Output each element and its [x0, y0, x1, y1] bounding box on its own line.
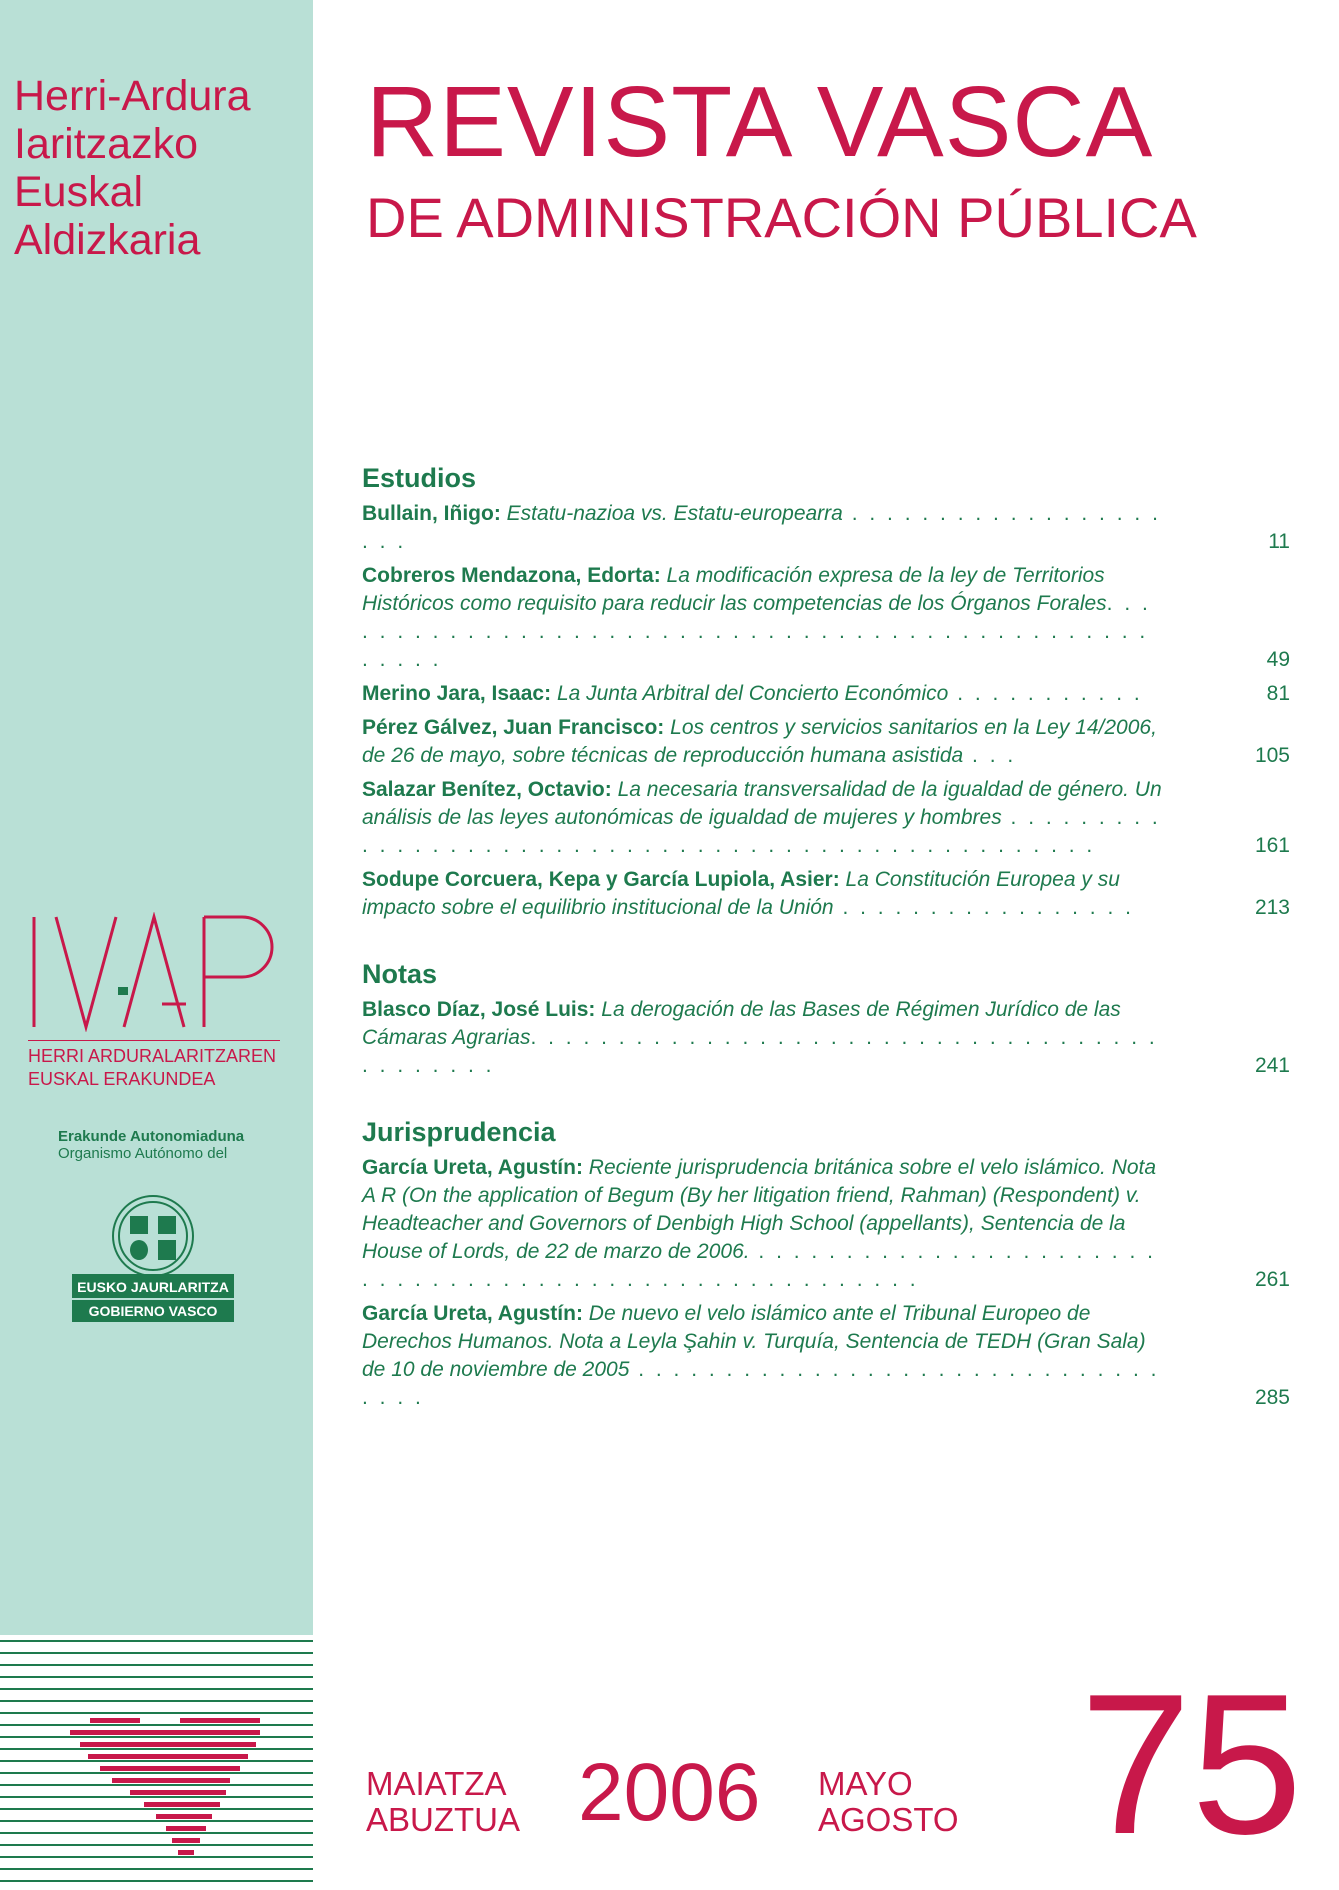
- entry-page: 261: [1254, 1268, 1290, 1291]
- dot-leader: . . . . . . . . . . . . . . . . .: [833, 896, 1134, 919]
- dot-leader: . . . . . . . . . . . . . . . . . . . . . . . . . . . . . . . . . . . . . . . . . . . .: [362, 1026, 1158, 1077]
- dot-leader: . . . . . . . . . . . . . . . . . . . . . . . . . . . . . . . . . . . . . . . . . . . . . . . . . . . . . . .: [362, 1240, 1156, 1291]
- gobierno-vasco-logo: [66, 1190, 240, 1326]
- basque-month-2: ABUZTUA: [366, 1801, 521, 1838]
- toc-entry[interactable]: [362, 562, 1290, 674]
- basque-month-1: MAIATZA: [366, 1765, 507, 1802]
- journal-title: REVISTA VASCA: [366, 66, 1154, 178]
- entry-title: Los centros y servicios sanitarios en la Ley 14/2006, de 26 de mayo, sobre técnicas de reproducción humana asistida: [362, 716, 1157, 767]
- section-heading-notas: Notas: [362, 959, 438, 989]
- spanish-month-2: AGOSTO: [818, 1801, 959, 1838]
- basque-title: [14, 72, 251, 264]
- dot-leader: . . . . . . . . . . . . . . . . . . . . . . . . . . . . . . . . . . . . . . . . . . . . . . . . . . . . .: [362, 592, 1151, 671]
- basque-title-line: Aldizkaria: [14, 216, 201, 264]
- entry-page: 161: [1254, 834, 1290, 857]
- issue-number: 75: [1080, 1653, 1303, 1876]
- entry-page: 213: [1254, 896, 1290, 919]
- toc-entry[interactable]: [362, 1154, 1290, 1294]
- dot-leader: . . . . . . . . . . .: [948, 682, 1143, 705]
- ivap-divider: [28, 1040, 280, 1041]
- basque-months: [366, 1766, 520, 1838]
- table-of-contents: [362, 462, 1290, 1412]
- org-line-eu: Erakunde Autonomiaduna: [58, 1128, 245, 1145]
- spanish-month-1: MAYO: [818, 1765, 913, 1802]
- entry-author: Merino Jara, Isaac:: [362, 682, 552, 705]
- toc-entry[interactable]: [362, 1300, 1290, 1412]
- toc-entry[interactable]: [362, 996, 1290, 1080]
- toc-entry[interactable]: [362, 776, 1290, 860]
- ivap-name: [28, 1045, 276, 1091]
- entry-page: 241: [1254, 1054, 1290, 1077]
- gov-logo-line2: GOBIERNO VASCO: [88, 1303, 218, 1319]
- basque-title-line: Iaritzazko: [14, 120, 199, 168]
- ivap-logo: [28, 912, 284, 1032]
- ivap-name-line2: EUSKAL ERAKUNDEA: [28, 1069, 216, 1089]
- entry-author: Pérez Gálvez, Juan Francisco:: [362, 716, 665, 739]
- dot-leader: . . . . . . . . . . . . . . . . . . . . . . . . . . . . . . . . . .: [362, 1358, 1160, 1409]
- issue-year: 2006: [578, 1747, 761, 1838]
- basque-title-line: Euskal: [14, 168, 144, 216]
- entry-author: Blasco Díaz, José Luis:: [362, 998, 596, 1021]
- entry-page: 105: [1254, 744, 1290, 767]
- entry-author: García Ureta, Agustín:: [362, 1156, 583, 1179]
- entry-page: 49: [1266, 648, 1290, 671]
- toc-entry[interactable]: [362, 714, 1290, 770]
- entry-title: De nuevo el velo islámico ante el Tribunal Europeo de Derechos Humanos. Nota a Leyla Şahin v. Turquía, Sentencia de TEDH (Gran Sala) de 10 de noviembre de 2005: [362, 1302, 1146, 1381]
- dot-leader: . . . . . . . . . . . . . . . . . . . . . . . . . . . . . . . . . . . . . . . . . . . . . . . . . . .: [362, 806, 1161, 857]
- section-heading-jurisprudencia: Jurisprudencia: [362, 1117, 556, 1147]
- org-line-es: Organismo Autónomo del: [58, 1145, 228, 1162]
- entry-author: Bullain, Iñigo:: [362, 502, 501, 525]
- ivap-name-line1: HERRI ARDURALARITZAREN: [28, 1046, 277, 1066]
- journal-subtitle: DE ADMINISTRACIÓN PÚBLICA: [366, 186, 1197, 249]
- toc-entry[interactable]: [362, 680, 1290, 708]
- entry-page: 285: [1254, 1386, 1290, 1409]
- entry-title: Reciente jurisprudencia británica sobre el velo islámico. Nota A R (On the application of Begum (By her litigation friend, Rahman) (Respondent) v. Headteacher and Governors of Denbigh High School (appellants), Sentencia de la House of Lords, de 22 de marzo de 2006.: [362, 1156, 1157, 1263]
- entry-title: Estatu-nazioa vs. Estatu-europearra: [506, 502, 843, 525]
- spanish-months: [818, 1766, 959, 1838]
- dot-leader: . . . . . . . . . . . . . . . . . . . . .: [362, 502, 1161, 553]
- entry-title: La Constitución Europea y su impacto sobre el equilibrio institucional de la Unión: [362, 868, 1120, 919]
- toc-entry[interactable]: [362, 866, 1290, 922]
- entry-author: García Ureta, Agustín:: [362, 1302, 583, 1325]
- entry-title: La modificación expresa de la ley de Territorios Históricos como requisito para reducir las competencias de los Órganos Forales: [362, 564, 1107, 615]
- ivap-logo-text: IVAP: [28, 912, 31, 913]
- basque-country-map: [60, 1710, 270, 1880]
- section-heading-estudios: Estudios: [362, 463, 477, 493]
- entry-title: La derogación de las Bases de Régimen Jurídico de las Cámaras Agrarias: [362, 998, 1121, 1049]
- entry-page: 11: [1268, 530, 1290, 553]
- toc-entry[interactable]: [362, 500, 1290, 556]
- entry-author: Salazar Benítez, Octavio:: [362, 778, 612, 801]
- entry-author: Cobreros Mendazona, Edorta:: [362, 564, 661, 587]
- entry-title: La necesaria transversalidad de la igualdad de género. Un análisis de las leyes autonómicas de igualdad de mujeres y hombres: [362, 778, 1162, 829]
- entry-page: 81: [1266, 682, 1290, 705]
- basque-title-line: Herri-Ardura: [14, 72, 251, 120]
- entry-author: Sodupe Corcuera, Kepa y García Lupiola, Asier:: [362, 868, 840, 891]
- gov-logo-line1: EUSKO JAURLARITZA: [77, 1279, 229, 1295]
- entry-title: La Junta Arbitral del Concierto Económico: [556, 682, 949, 705]
- dot-leader: . . .: [963, 744, 1017, 767]
